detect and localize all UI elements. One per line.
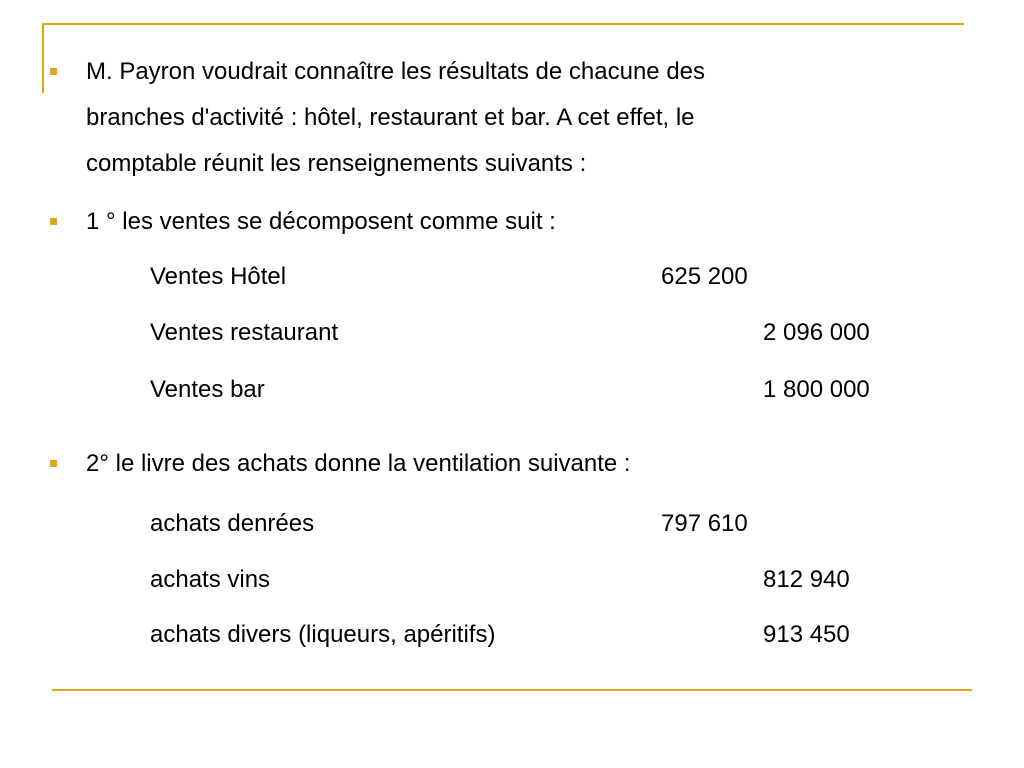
purchases-row-value: 913 450 (763, 621, 850, 648)
purchases-heading: 2° le livre des achats donne la ventilation suivante : (86, 450, 631, 477)
intro-paragraph (86, 49, 886, 187)
bullet-square-icon (50, 218, 57, 225)
purchases-row-label: achats denrées (150, 510, 315, 537)
top-rule (42, 23, 964, 25)
bullet-square-icon (50, 68, 57, 75)
sales-row-value: 1 800 000 (763, 376, 870, 403)
left-rule (42, 23, 44, 93)
sales-heading: 1 ° les ventes se décomposent comme suit : (86, 208, 556, 235)
purchases-row-value: 812 940 (763, 566, 850, 593)
intro-line: branches d'activité : hôtel, restaurant et bar. A cet effet, le (86, 104, 695, 131)
bottom-rule (52, 689, 972, 691)
intro-line: comptable réunit les renseignements suivants : (86, 150, 587, 177)
sales-row-label: Ventes Hôtel (150, 263, 287, 290)
purchases-row-label: achats divers (liqueurs, apéritifs) (150, 621, 496, 648)
sales-row-value: 625 200 (661, 263, 748, 290)
sales-row-label: Ventes restaurant (150, 319, 339, 346)
sales-row-value: 2 096 000 (763, 319, 870, 346)
bullet-square-icon (50, 460, 57, 467)
intro-line: M. Payron voudrait connaître les résultats de chacune des (86, 58, 706, 85)
purchases-row-value: 797 610 (661, 510, 748, 537)
sales-row-label: Ventes bar (150, 376, 265, 403)
purchases-row-label: achats vins (150, 566, 271, 593)
